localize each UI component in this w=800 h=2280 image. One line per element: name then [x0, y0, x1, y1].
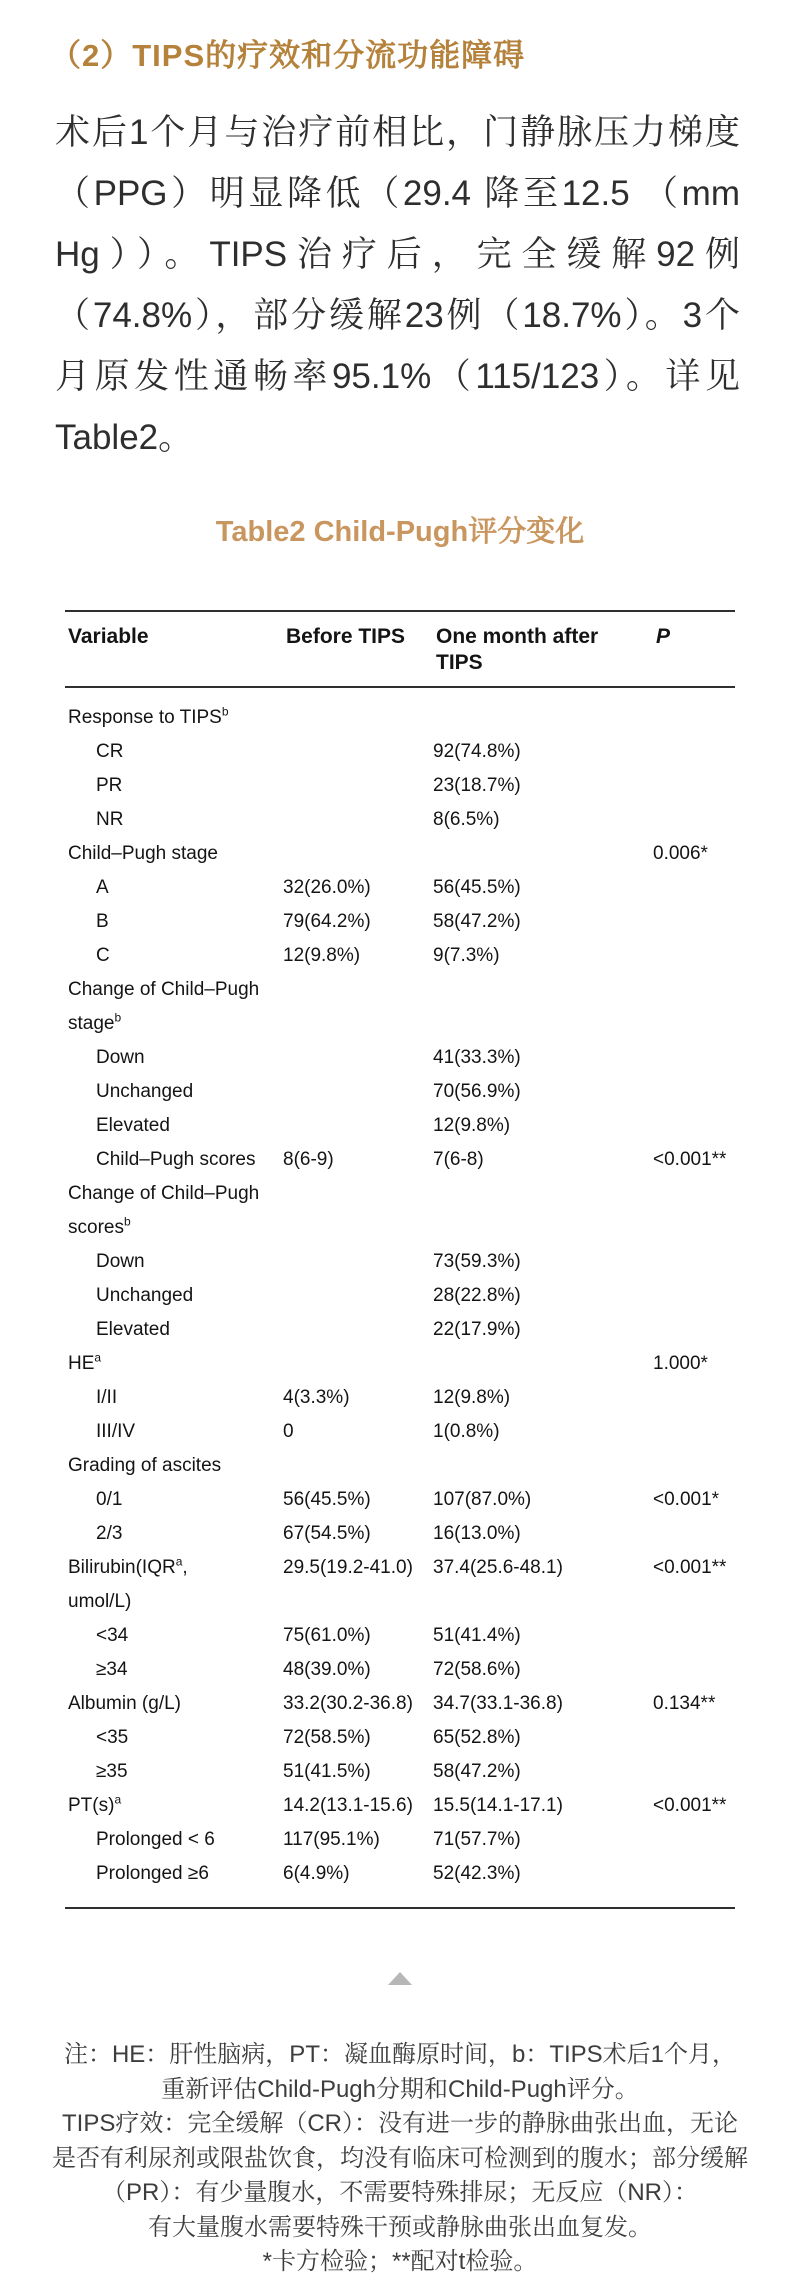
cell-after-tips: 22(17.9%)	[433, 1319, 521, 1340]
table-row	[65, 1177, 735, 1245]
cell-variable: Grading of ascites	[68, 1455, 222, 1476]
cell-after-tips: 12(9.8%)	[433, 1115, 511, 1136]
table-caption: Table2 Child-Pugh评分变化	[215, 516, 585, 548]
table-row	[65, 1653, 735, 1687]
cell-variable: Down	[96, 1047, 145, 1068]
table-header-row	[65, 612, 735, 688]
cell-before-tips: 12(9.8%)	[283, 945, 361, 966]
cell-after-tips: 8(6.5%)	[433, 809, 500, 830]
footnotes	[0, 2038, 800, 2280]
cell-variable: I/II	[96, 1387, 118, 1408]
section-heading: （2）TIPS的疗效和分流功能障碍	[50, 38, 526, 73]
table-row	[65, 1313, 735, 1347]
table-row	[65, 1789, 735, 1823]
cell-after-tips: 58(47.2%)	[433, 911, 521, 932]
cell-variable: Change of Child–Pugh stage$^b$	[68, 979, 260, 1034]
table-row	[65, 1347, 735, 1381]
child-pugh-table	[65, 610, 735, 1909]
cell-variable: Elevated	[96, 1319, 170, 1340]
cell-before-tips: 29.5(19.2-41.0)	[283, 1557, 413, 1578]
cell-after-tips: 15.5(14.1-17.1)	[433, 1795, 563, 1816]
footnote-line: 是否有利尿剂或限盐饮食，均没有临床可检测到的腹水；部分缓解	[52, 2144, 748, 2172]
table-row	[65, 735, 735, 769]
cell-variable: ≥34	[96, 1659, 128, 1680]
cell-before-tips: 117(95.1%)	[283, 1829, 380, 1850]
table-row	[65, 1483, 735, 1517]
table-row	[65, 1619, 735, 1653]
cell-p-value: 0.006*	[653, 843, 708, 864]
cell-variable: CR	[96, 741, 124, 762]
paragraph-line: 术后1个月与治疗前相比，门静脉压力梯度	[55, 113, 740, 152]
column-header-before-tips: Before TIPS	[286, 625, 406, 648]
table-row	[65, 769, 735, 803]
cell-before-tips: 48(39.0%)	[283, 1659, 371, 1680]
cell-variable: A	[96, 877, 109, 898]
table-row	[65, 905, 735, 939]
cell-p-value: <0.001*	[653, 1489, 720, 1510]
cell-variable: Prolonged ≥6	[96, 1863, 209, 1884]
cell-variable: Child–Pugh stage	[68, 843, 218, 864]
cell-variable: Child–Pugh scores	[96, 1149, 256, 1170]
paragraph-line: 月原发性通畅率95.1%（115/123）。详见	[55, 357, 740, 396]
cell-variable: PR	[96, 775, 123, 796]
column-header-one-month-after-tips: One month after TIPS	[436, 625, 599, 674]
cell-variable: Albumin (g/L)	[68, 1693, 181, 1714]
table-row	[65, 1075, 735, 1109]
cell-after-tips: 7(6-8)	[433, 1149, 484, 1170]
footnote-line: *卡方检验；**配对t检验。	[262, 2248, 538, 2275]
footnote-line: 有大量腹水需要特殊干预或静脉曲张出血复发。	[148, 2213, 652, 2241]
cell-variable: Down	[96, 1251, 145, 1272]
footnote-line: 重新评估Child-Pugh分期和Child-Pugh评分。	[161, 2075, 639, 2103]
column-header-p-value: P	[656, 625, 671, 648]
table-row	[65, 1857, 735, 1891]
cell-after-tips: 72(58.6%)	[433, 1659, 521, 1680]
cell-variable: $PT(s)^a$	[68, 1792, 122, 1816]
paragraph-line: （PPG）明显降低（29.4 降至12.5 （mm	[55, 174, 740, 213]
paragraph-line: （74.8%），部分缓解23例（18.7%）。3个	[55, 296, 740, 335]
cell-before-tips: 75(61.0%)	[283, 1625, 371, 1646]
cell-variable: Unchanged	[96, 1285, 194, 1306]
cell-before-tips: 56(45.5%)	[283, 1489, 371, 1510]
cell-after-tips: 58(47.2%)	[433, 1761, 521, 1782]
table-row	[65, 1755, 735, 1789]
cell-after-tips: 41(33.3%)	[433, 1047, 521, 1068]
cell-variable: $HE^a$	[68, 1350, 102, 1374]
cell-before-tips: 0	[283, 1421, 294, 1442]
cell-before-tips: 32(26.0%)	[283, 877, 371, 898]
table-row	[65, 1551, 735, 1619]
article-page	[0, 36, 800, 2275]
cell-after-tips: 70(56.9%)	[433, 1081, 521, 1102]
table-row	[65, 1245, 735, 1279]
cell-variable: Unchanged	[96, 1081, 194, 1102]
cell-before-tips: 79(64.2%)	[283, 911, 371, 932]
cell-variable: NR	[96, 809, 124, 830]
cell-after-tips: 107(87.0%)	[433, 1489, 532, 1510]
column-header-variable: Variable	[68, 625, 149, 648]
table-row	[65, 1041, 735, 1075]
cell-after-tips: 51(41.4%)	[433, 1625, 521, 1646]
cell-before-tips: 8(6-9)	[283, 1149, 334, 1170]
footnote-line: TIPS疗效：完全缓解（CR）：没有进一步的静脉曲张出血，无论	[61, 2110, 738, 2137]
cell-p-value: <0.001**	[653, 1557, 727, 1578]
cell-after-tips: 65(52.8%)	[433, 1727, 521, 1748]
table-row	[65, 1415, 735, 1449]
footnote-line: 注：HE：肝性脑病，PT：凝血酶原时间，b：TIPS术后1个月，	[63, 2041, 737, 2068]
footnote-line: （PR）：有少量腹水，不需要特殊排尿；无反应（NR）：	[101, 2179, 698, 2206]
table-row	[65, 701, 735, 735]
cell-before-tips: 6(4.9%)	[283, 1863, 350, 1884]
cell-variable: <34	[96, 1625, 129, 1646]
cell-after-tips: 12(9.8%)	[433, 1387, 511, 1408]
cell-after-tips: 92(74.8%)	[433, 741, 521, 762]
table-row	[65, 1381, 735, 1415]
paragraph-line: Hg））。TIPS治疗后，完全缓解92例	[55, 235, 740, 274]
table-row	[65, 1143, 735, 1177]
cell-variable: 2/3	[96, 1523, 123, 1544]
cell-variable: Prolonged < 6	[96, 1829, 215, 1850]
cell-before-tips: 14.2(13.1-15.6)	[283, 1795, 413, 1816]
table-row	[65, 939, 735, 973]
paragraph-line: Table2。	[55, 418, 194, 457]
cell-before-tips: 67(54.5%)	[283, 1523, 371, 1544]
cell-variable: <35	[96, 1727, 129, 1748]
cell-after-tips: 1(0.8%)	[433, 1421, 500, 1442]
cell-after-tips: 23(18.7%)	[433, 775, 521, 796]
cell-before-tips: 72(58.5%)	[283, 1727, 371, 1748]
triangle-up-icon	[388, 1972, 412, 1985]
cell-before-tips: 4(3.3%)	[283, 1387, 350, 1408]
cell-after-tips: 52(42.3%)	[433, 1863, 521, 1884]
table-row	[65, 1517, 735, 1551]
cell-before-tips: 33.2(30.2-36.8)	[283, 1693, 413, 1714]
cell-after-tips: 71(57.7%)	[433, 1829, 521, 1850]
cell-variable: ≥35	[96, 1761, 128, 1782]
table-row	[65, 1721, 735, 1755]
cell-p-value: <0.001**	[653, 1149, 727, 1170]
cell-after-tips: 73(59.3%)	[433, 1251, 521, 1272]
cell-variable: B	[96, 911, 109, 932]
table-row	[65, 1109, 735, 1143]
table-row	[65, 1687, 735, 1721]
cell-variable: Response to TIPS$^b$	[68, 704, 229, 728]
cell-after-tips: 56(45.5%)	[433, 877, 521, 898]
cell-after-tips: 37.4(25.6-48.1)	[433, 1557, 563, 1578]
table-row	[65, 1449, 735, 1483]
table-row	[65, 1823, 735, 1857]
table-row	[65, 1279, 735, 1313]
cell-variable: Bilirubin(IQR$^a$, umol/L)	[68, 1554, 188, 1612]
cell-p-value: 0.134**	[653, 1693, 716, 1714]
table-row	[65, 803, 735, 837]
cell-variable: Change of Child–Pugh scores$^b$	[68, 1183, 260, 1238]
cell-after-tips: 34.7(33.1-36.8)	[433, 1693, 563, 1714]
cell-variable: III/IV	[96, 1421, 136, 1442]
cell-variable: C	[96, 945, 110, 966]
cell-after-tips: 28(22.8%)	[433, 1285, 521, 1306]
table-body	[65, 688, 735, 1907]
cell-after-tips: 9(7.3%)	[433, 945, 500, 966]
cell-before-tips: 51(41.5%)	[283, 1761, 371, 1782]
table-row	[65, 837, 735, 871]
cell-after-tips: 16(13.0%)	[433, 1523, 521, 1544]
cell-variable: Elevated	[96, 1115, 170, 1136]
cell-p-value: <0.001**	[653, 1795, 727, 1816]
body-paragraph	[55, 102, 740, 468]
cell-variable: 0/1	[96, 1489, 123, 1510]
cell-p-value: 1.000*	[653, 1353, 708, 1374]
table-row	[65, 871, 735, 905]
table-row	[65, 973, 735, 1041]
